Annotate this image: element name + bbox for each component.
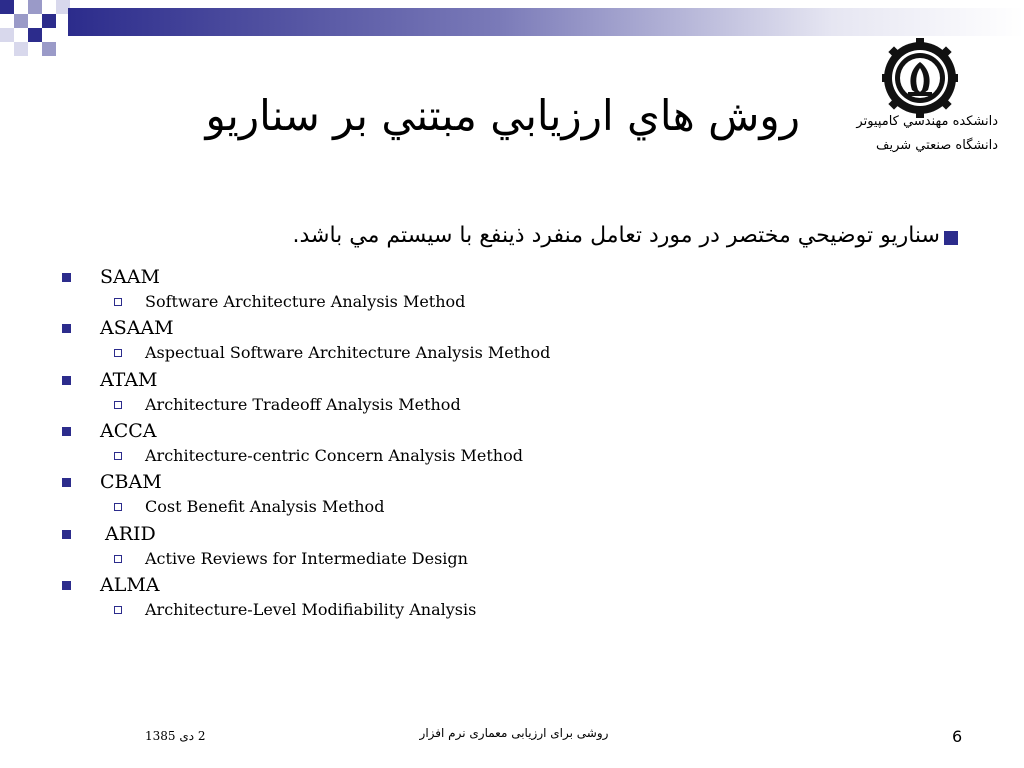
institution-name-line1: دانشكده مهندسي كامپيوتر bbox=[856, 114, 998, 129]
square-bullet-icon bbox=[62, 324, 71, 333]
header-gradient-bar bbox=[68, 8, 1024, 36]
footer-date: 2 دی 1385 bbox=[145, 729, 206, 743]
square-bullet-icon bbox=[62, 530, 71, 539]
hollow-square-bullet-icon bbox=[114, 555, 122, 563]
hollow-square-bullet-icon bbox=[114, 401, 122, 409]
method-acronym: ARID bbox=[105, 523, 156, 545]
page-number: 6 bbox=[952, 727, 963, 746]
method-acronym: ACCA bbox=[100, 420, 157, 442]
institution-name-line2: دانشگاه صنعتي شريف bbox=[876, 138, 998, 153]
intro-text: سناريو توضيحي مختصر در مورد تعامل منفرد ذينفع با سيستم مي باشد. bbox=[292, 223, 940, 248]
method-full-name: Architecture Tradeoff Analysis Method bbox=[145, 395, 461, 414]
slide-title: روش هاي ارزيابي مبتني بر سناريو bbox=[205, 91, 800, 140]
method-full-name: Cost Benefit Analysis Method bbox=[145, 497, 385, 516]
square-bullet-icon bbox=[62, 581, 71, 590]
square-bullet-icon bbox=[62, 427, 71, 436]
method-acronym: ALMA bbox=[100, 574, 160, 596]
method-acronym: CBAM bbox=[100, 471, 162, 493]
hollow-square-bullet-icon bbox=[114, 349, 122, 357]
method-acronym: SAAM bbox=[100, 266, 160, 288]
square-bullet-icon bbox=[62, 478, 71, 487]
hollow-square-bullet-icon bbox=[114, 298, 122, 306]
hollow-square-bullet-icon bbox=[114, 452, 122, 460]
footer-subject: روشی برای ارزیابی معماری نرم افزار bbox=[419, 726, 609, 740]
square-bullet-icon bbox=[62, 376, 71, 385]
method-full-name: Software Architecture Analysis Method bbox=[145, 292, 466, 311]
intro-bullet-icon bbox=[944, 231, 958, 245]
method-full-name: Architecture-Level Modifiability Analysis bbox=[145, 600, 477, 619]
university-seal-icon bbox=[878, 38, 962, 118]
hollow-square-bullet-icon bbox=[114, 606, 122, 614]
method-full-name: Architecture-centric Concern Analysis Method bbox=[145, 446, 523, 465]
square-bullet-icon bbox=[62, 273, 71, 282]
method-full-name: Aspectual Software Architecture Analysis Method bbox=[145, 343, 551, 362]
method-acronym: ASAAM bbox=[100, 317, 174, 339]
hollow-square-bullet-icon bbox=[114, 503, 122, 511]
method-acronym: ATAM bbox=[100, 369, 158, 391]
method-full-name: Active Reviews for Intermediate Design bbox=[145, 549, 468, 568]
